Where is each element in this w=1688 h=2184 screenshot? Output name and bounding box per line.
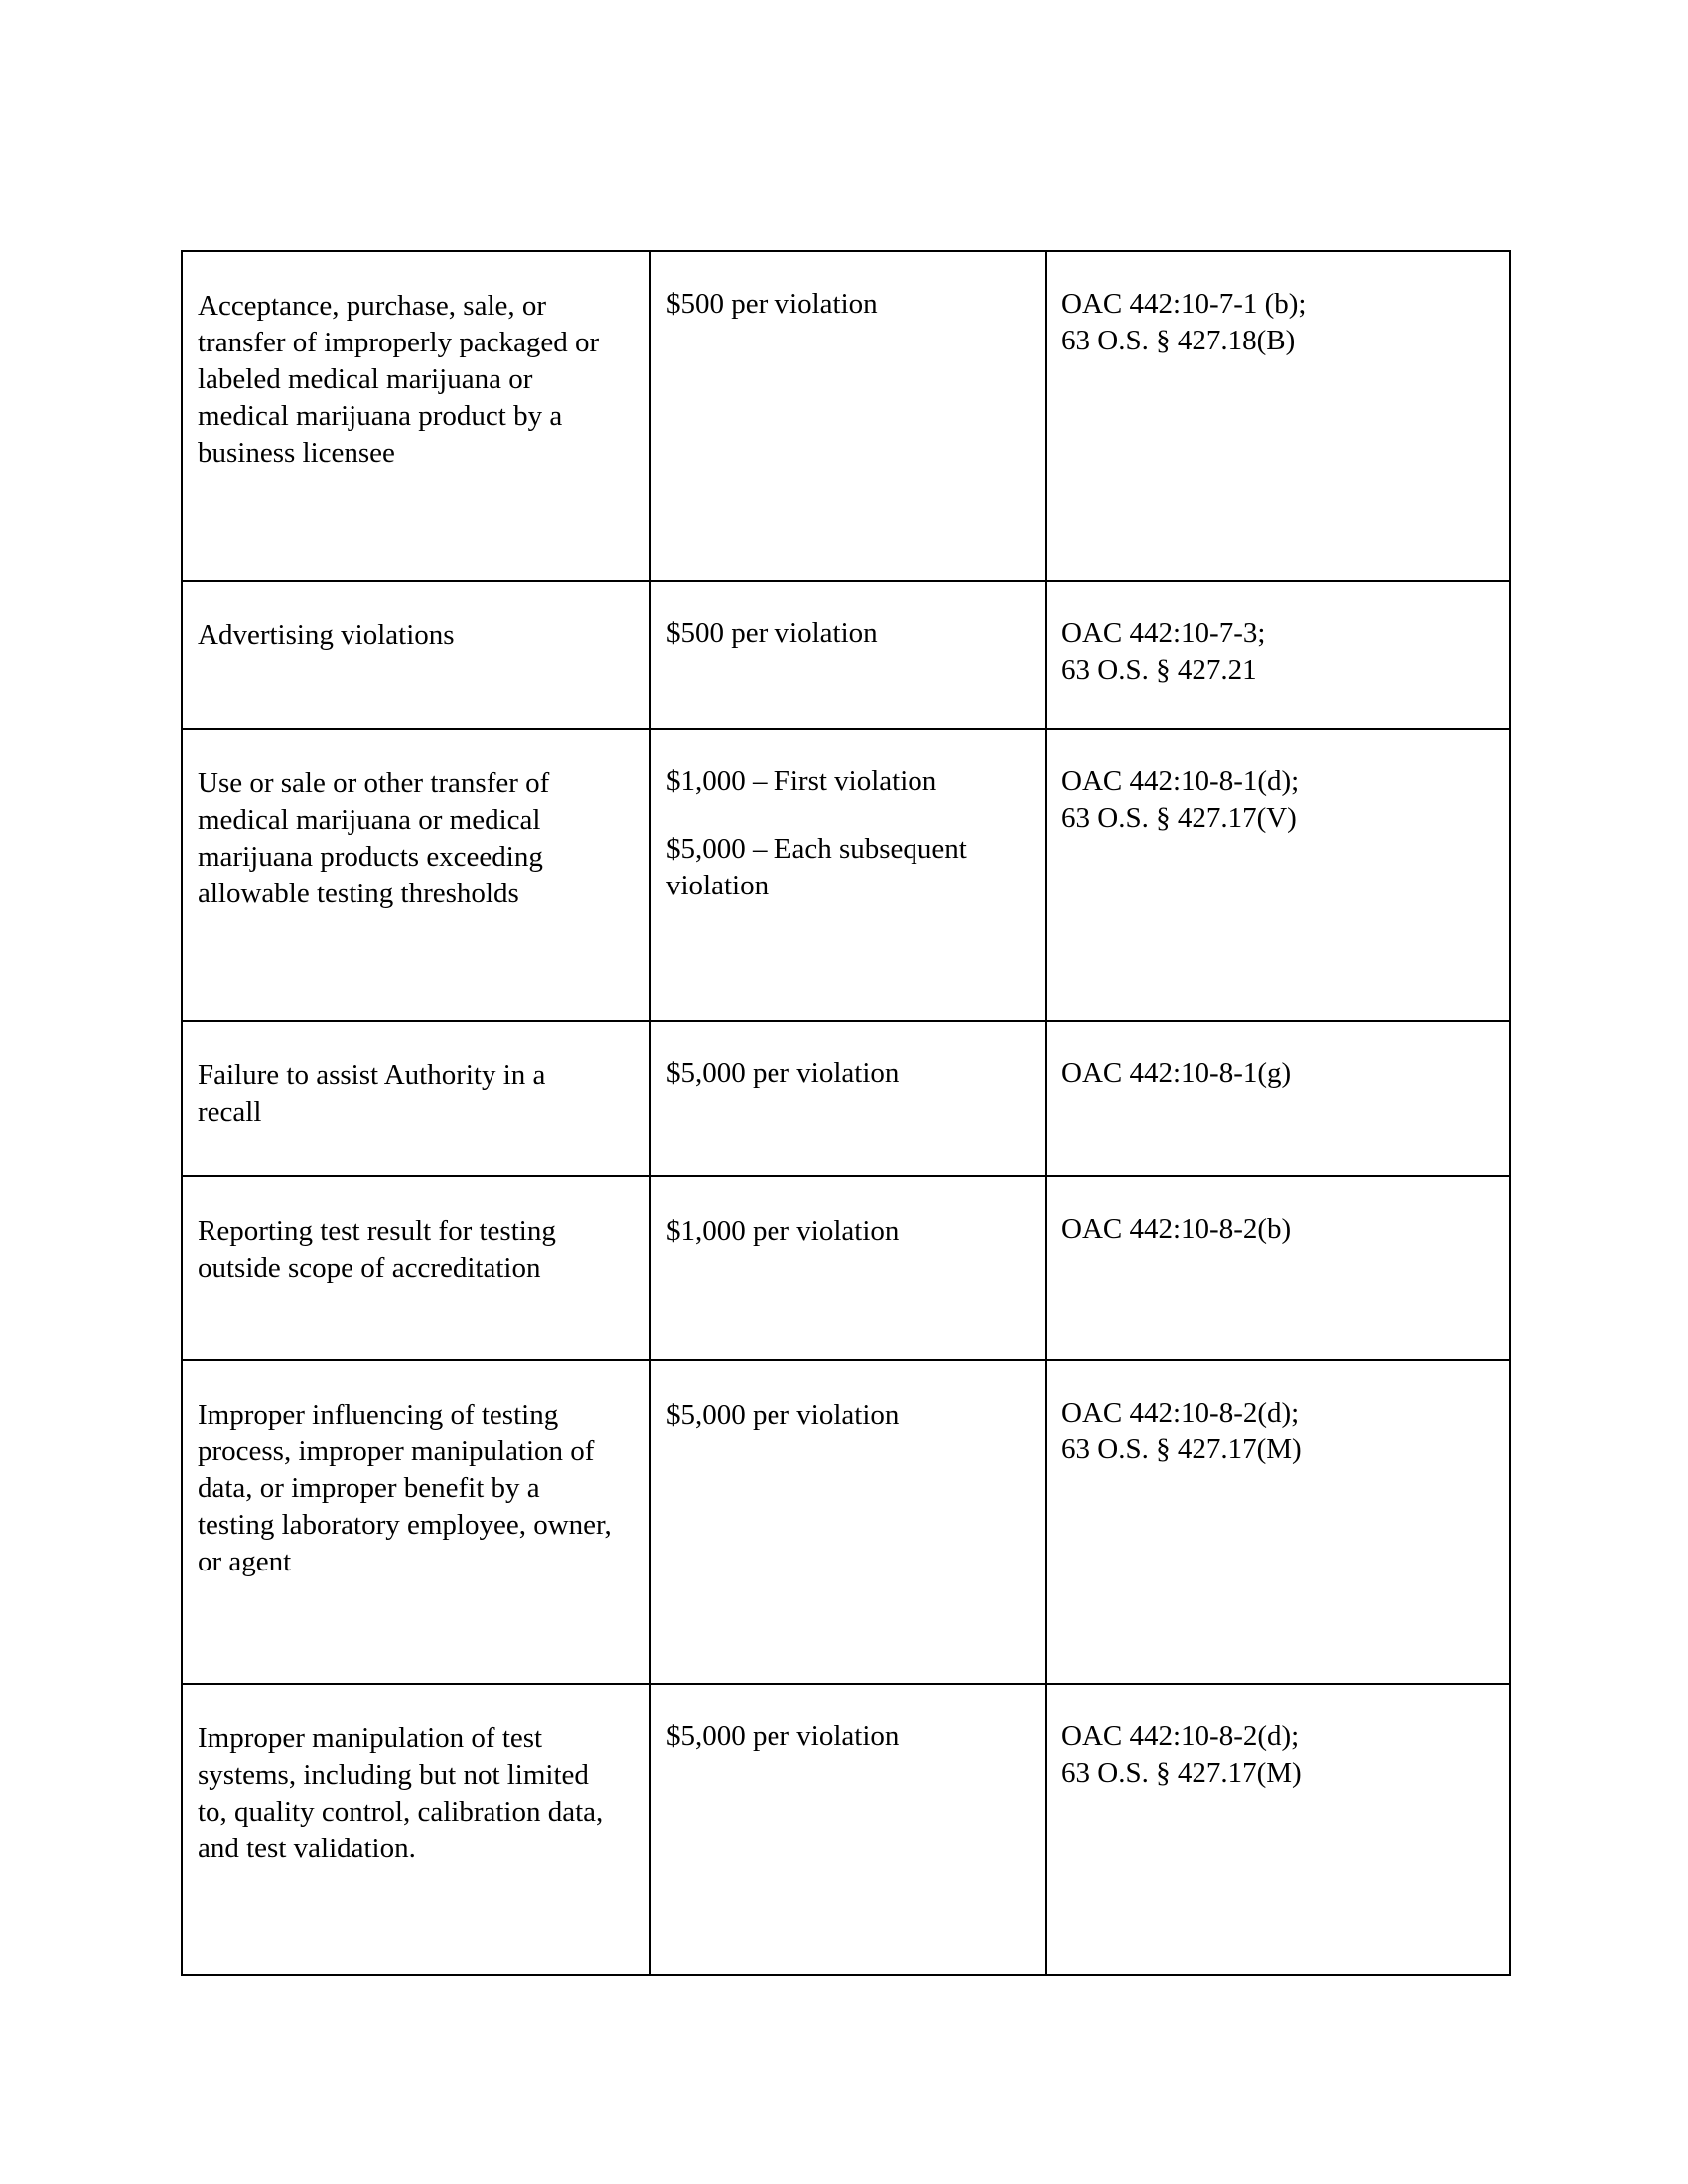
violation-text: outside scope of accreditation [198, 1252, 541, 1284]
violation-text: Improper influencing of testing [198, 1399, 559, 1431]
violation-cell [182, 251, 650, 581]
violation-text: and test validation. [198, 1833, 416, 1864]
violation-text: business licensee [198, 437, 395, 469]
table-row [182, 251, 1510, 581]
fine-cell [650, 581, 1046, 729]
citation-text: 63 O.S. § 427.21 [1061, 654, 1257, 686]
citation-text: OAC 442:10-8-1(d); [1061, 765, 1300, 797]
violation-text: labeled medical marijuana or [198, 363, 533, 395]
citation-text: 63 O.S. § 427.17(M) [1061, 1433, 1302, 1465]
violation-text: Advertising violations [198, 619, 455, 651]
violation-cell [182, 1176, 650, 1360]
citation-cell [1046, 1176, 1510, 1360]
citation-text: 63 O.S. § 427.17(V) [1061, 802, 1297, 834]
table-row [182, 1021, 1510, 1176]
violation-text: data, or improper benefit by a [198, 1472, 540, 1504]
violation-text: medical marijuana product by a [198, 400, 563, 432]
fine-text: $5,000 – Each subsequent [666, 833, 967, 865]
fine-text: violation [666, 870, 770, 901]
violation-text: Acceptance, purchase, sale, or [198, 290, 547, 322]
violation-text: allowable testing thresholds [198, 878, 519, 909]
table-row [182, 1684, 1510, 1975]
violations-table [181, 250, 1511, 1976]
table-row [182, 1360, 1510, 1684]
citation-text: OAC 442:10-8-2(b) [1061, 1213, 1292, 1245]
fine-cell [650, 1176, 1046, 1360]
violation-cell [182, 729, 650, 1021]
spacer [666, 800, 1030, 831]
table-row [182, 581, 1510, 729]
violation-text: testing laboratory employee, owner, [198, 1509, 612, 1541]
fine-text: $1,000 – First violation [666, 765, 937, 797]
citation-cell [1046, 1684, 1510, 1975]
violation-text: recall [198, 1096, 262, 1128]
violation-text: transfer of improperly packaged or [198, 327, 600, 358]
table-row [182, 729, 1510, 1021]
fine-text: $5,000 per violation [666, 1720, 900, 1752]
citation-cell [1046, 1360, 1510, 1684]
citation-cell [1046, 1021, 1510, 1176]
violation-cell [182, 1360, 650, 1684]
citation-text: OAC 442:10-7-1 (b); [1061, 288, 1307, 320]
citation-text: OAC 442:10-8-2(d); [1061, 1720, 1300, 1752]
table-row [182, 1176, 1510, 1360]
violation-text: or agent [198, 1546, 292, 1577]
citation-cell [1046, 729, 1510, 1021]
fine-text: $500 per violation [666, 288, 878, 320]
citation-text: 63 O.S. § 427.17(M) [1061, 1757, 1302, 1789]
fine-cell [650, 1684, 1046, 1975]
violation-text: process, improper manipulation of [198, 1435, 595, 1467]
fine-cell [650, 729, 1046, 1021]
fine-text: $1,000 per violation [666, 1215, 900, 1247]
citation-cell [1046, 581, 1510, 729]
fine-cell [650, 1360, 1046, 1684]
fine-text: $500 per violation [666, 617, 878, 649]
fine-cell [650, 1021, 1046, 1176]
violation-text: Failure to assist Authority in a [198, 1059, 546, 1091]
violation-text: Use or sale or other transfer of [198, 767, 550, 799]
fine-text: $5,000 per violation [666, 1057, 900, 1089]
violation-text: marijuana products exceeding [198, 841, 543, 873]
violation-text: systems, including but not limited [198, 1759, 589, 1791]
citation-text: OAC 442:10-7-3; [1061, 617, 1266, 649]
citation-text: 63 O.S. § 427.18(B) [1061, 325, 1296, 356]
citation-text: OAC 442:10-8-1(g) [1061, 1057, 1292, 1089]
violation-text: Improper manipulation of test [198, 1722, 543, 1754]
violation-text: Reporting test result for testing [198, 1215, 556, 1247]
violation-cell [182, 581, 650, 729]
fine-cell [650, 251, 1046, 581]
violation-cell [182, 1684, 650, 1975]
citation-text: OAC 442:10-8-2(d); [1061, 1397, 1300, 1429]
violation-cell [182, 1021, 650, 1176]
fine-text: $5,000 per violation [666, 1399, 900, 1431]
citation-cell [1046, 251, 1510, 581]
violation-text: medical marijuana or medical [198, 804, 541, 836]
violation-text: to, quality control, calibration data, [198, 1796, 604, 1828]
